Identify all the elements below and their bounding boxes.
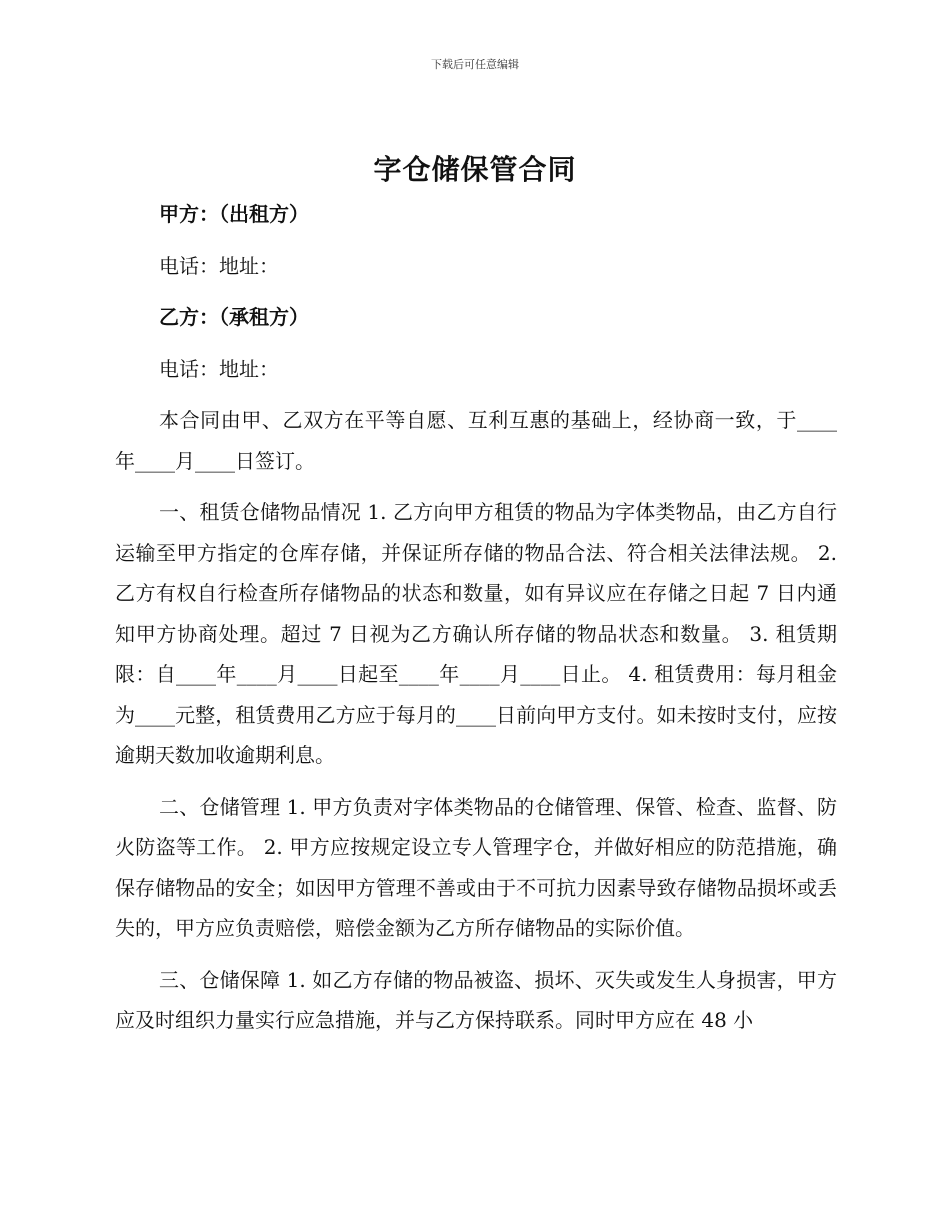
paragraph-section-2: 二、仓储管理 1. 甲方负责对字体类物品的仓储管理、保管、检查、监督、防火防盗等工作。 2. 甲方应按规定设立专人管理字仓，并做好相应的防范措施，确保存储物品的安全；如因甲方管理不善或由于不可抗力因素导致存储物品损坏或丢失的，甲方应负责赔偿，赔偿金额为乙方所存储物品的实际价值。 [115, 794, 837, 940]
paragraph-section-1: 一、租赁仓储物品情况 1. 乙方向甲方租赁的物品为字体类物品，由乙方自行运输至甲方指定的仓库存储，并保证所存储的物品合法、符合相关法律法规。 2. 乙方有权自行检查所存储物品的状态和数量，如有异议应在存储之日起 7 日内通知甲方协商处理。超过 7 日视为乙方确认所存储的物品状态和数量。 3. 租赁期限：自____年____月____日起至____年____月____日止。 4. 租赁费用：每月租金为____元整，租赁费用乙方应于每月的____日前向甲方支付。如未按时支付，应按逾期天数加收逾期利息。 [115, 500, 837, 767]
paragraph-section-3: 三、仓储保障 1. 如乙方存储的物品被盗、损坏、灭失或发生人身损害，甲方应及时组织力量实行应急措施，并与乙方保持联系。同时甲方应在 48 小 [115, 967, 837, 1032]
document-title: 字仓储保管合同 [373, 153, 577, 186]
header-note: 下载后可任意编辑 [431, 58, 519, 71]
party-b-contact: 电话：地址： [159, 356, 279, 381]
paragraph-signing: 本合同由甲、乙双方在平等自愿、互利互惠的基础上，经协商一致，于____年____月____日签订。 [115, 408, 837, 473]
party-a-contact: 电话：地址： [159, 253, 279, 278]
document-body [115, 194, 837, 1041]
party-b-label: 乙方：（承租方） [159, 305, 309, 329]
party-a-label: 甲方：（出租方） [159, 202, 309, 226]
